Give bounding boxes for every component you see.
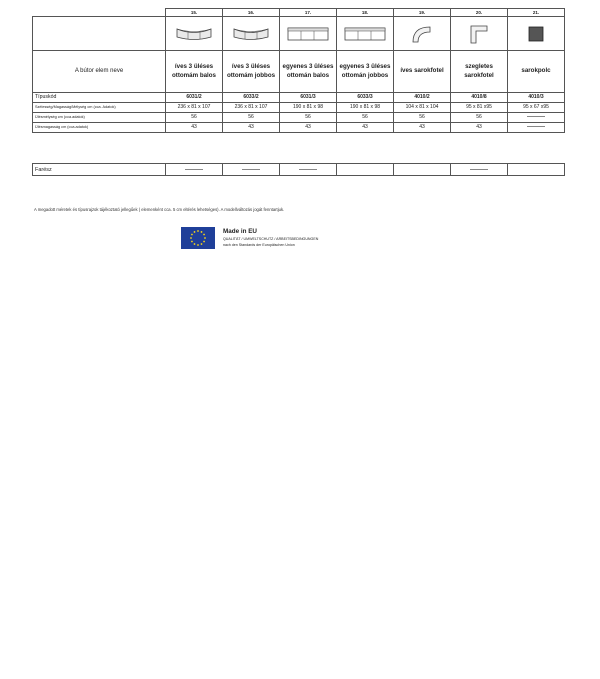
fabric-cell (394, 164, 451, 176)
eu-star (201, 243, 203, 245)
item-number-row (33, 9, 565, 17)
dimensions-value: 236 x 81 x 107 (166, 103, 223, 113)
eu-star (203, 234, 205, 236)
curved-3-seat-ottoman-right-icon (232, 26, 270, 42)
item-number: 19. (394, 9, 451, 17)
furniture-spec-table (32, 8, 565, 133)
fabric-cell (223, 164, 280, 176)
item-icon-cell (280, 17, 337, 51)
seat-depth-value: 56 (451, 113, 508, 123)
item-icon-row (33, 17, 565, 51)
seat-depth-value: 56 (394, 113, 451, 123)
dash-mark (470, 169, 488, 170)
row-label-type-code: Típuskód (33, 93, 166, 103)
seat-depth-row (33, 113, 565, 123)
dimensions-value: 104 x 81 x 104 (394, 103, 451, 113)
dash-mark (527, 126, 545, 127)
item-icon-cell (508, 17, 565, 51)
corner-blank (33, 9, 166, 17)
item-icon-cell (451, 17, 508, 51)
row-header-name: A bútor elem neve (33, 51, 166, 93)
item-name: egyenes 3 üléses ottomán jobbos (337, 51, 394, 93)
seat-height-value: 43 (451, 123, 508, 133)
row-label-fabric: Farész (33, 164, 166, 176)
item-name-row (33, 51, 565, 93)
dash-mark (527, 116, 545, 117)
seat-height-value (508, 123, 565, 133)
item-name: sarokpolc (508, 51, 565, 93)
dimensions-value: 190 x 81 x 98 (337, 103, 394, 113)
type-code: 6033/3 (337, 93, 394, 103)
seat-depth-value: 56 (166, 113, 223, 123)
eu-star (204, 237, 206, 239)
row-label-seat-depth: Ülésmélység cm (cca.adatok) (33, 113, 166, 123)
icon-row-label (33, 17, 166, 51)
made-in-eu-line2: nach den Standards der Europäischen Union (223, 243, 295, 247)
item-number: 17. (280, 9, 337, 17)
type-code: 6033/2 (223, 93, 280, 103)
dimensions-value: 95 x 81 x95 (451, 103, 508, 113)
straight-3-seat-ottoman-left-icon (287, 26, 329, 42)
item-name: íves sarokfotel (394, 51, 451, 93)
seat-height-value: 43 (223, 123, 280, 133)
item-number: 21. (508, 9, 565, 17)
straight-3-seat-ottoman-right-icon (344, 26, 386, 42)
seat-depth-value: 56 (337, 113, 394, 123)
item-icon-cell (394, 17, 451, 51)
item-number: 18. (337, 9, 394, 17)
eu-star (197, 230, 199, 232)
fabric-table (32, 163, 565, 176)
dimensions-value: 95 x 67 x95 (508, 103, 565, 113)
made-in-eu-title: Made in EU (223, 228, 257, 235)
eu-star (194, 231, 196, 233)
eu-flag-icon (181, 227, 215, 249)
eu-star (203, 241, 205, 243)
seat-height-value: 43 (166, 123, 223, 133)
item-number: 20. (451, 9, 508, 17)
fabric-cell (166, 164, 223, 176)
type-code: 4010/8 (451, 93, 508, 103)
type-code: 6031/2 (166, 93, 223, 103)
seat-height-value: 43 (337, 123, 394, 133)
item-icon-cell (223, 17, 280, 51)
type-code: 4010/3 (508, 93, 565, 103)
item-number: 16. (223, 9, 280, 17)
dimensions-value: 190 x 81 x 98 (280, 103, 337, 113)
item-name: íves 3 üléses ottomám jobbos (223, 51, 280, 93)
item-name: egyenes 3 üléses ottomán balos (280, 51, 337, 93)
corner-shelf-icon (527, 25, 545, 43)
eu-star (191, 234, 193, 236)
seat-height-value: 43 (280, 123, 337, 133)
made-in-eu-badge (181, 227, 371, 251)
curved-3-seat-ottoman-left-icon (175, 26, 213, 42)
seat-height-value: 43 (394, 123, 451, 133)
curved-corner-armchair-icon (410, 24, 434, 44)
eu-star (190, 237, 192, 239)
angular-corner-armchair-icon (468, 23, 490, 45)
type-code: 6031/3 (280, 93, 337, 103)
eu-star (191, 241, 193, 243)
type-code: 4010/2 (394, 93, 451, 103)
item-icon-cell (337, 17, 394, 51)
item-icon-cell (166, 17, 223, 51)
made-in-eu-line1: QUALITÄT / UMWELTSCHUTZ / ARBEITSBEDINGUNGEN (223, 237, 319, 241)
row-label-seat-height: Ülésmagasság cm (cca.adatok) (33, 123, 166, 133)
item-number: 15. (166, 9, 223, 17)
fabric-cell (280, 164, 337, 176)
seat-height-row (33, 123, 565, 133)
seat-depth-value: 56 (223, 113, 280, 123)
eu-star (194, 243, 196, 245)
dash-mark (185, 169, 203, 170)
seat-depth-value: 56 (280, 113, 337, 123)
eu-star (201, 231, 203, 233)
fabric-cell (337, 164, 394, 176)
type-code-row (33, 93, 565, 103)
eu-star (197, 244, 199, 246)
dimensions-row (33, 103, 565, 113)
dimensions-value: 236 x 81 x 107 (223, 103, 280, 113)
fabric-row (33, 164, 565, 176)
fabric-cell (451, 164, 508, 176)
item-name: íves 3 üléses ottomám balos (166, 51, 223, 93)
disclaimer-note: A megadott méretek és típusrajzok tájékoztató jellegűek ( elemenként cca. 5 cm eltérés lehetséges). A modellváltozás jogát fenntartjuk. (34, 207, 285, 212)
fabric-cell (508, 164, 565, 176)
seat-depth-value (508, 113, 565, 123)
row-label-dimensions: Szélesség/Magasság/Mélység cm (cca. Adatok) (33, 103, 166, 113)
dash-mark (299, 169, 317, 170)
item-name: szegletes sarokfotel (451, 51, 508, 93)
dash-mark (242, 169, 260, 170)
